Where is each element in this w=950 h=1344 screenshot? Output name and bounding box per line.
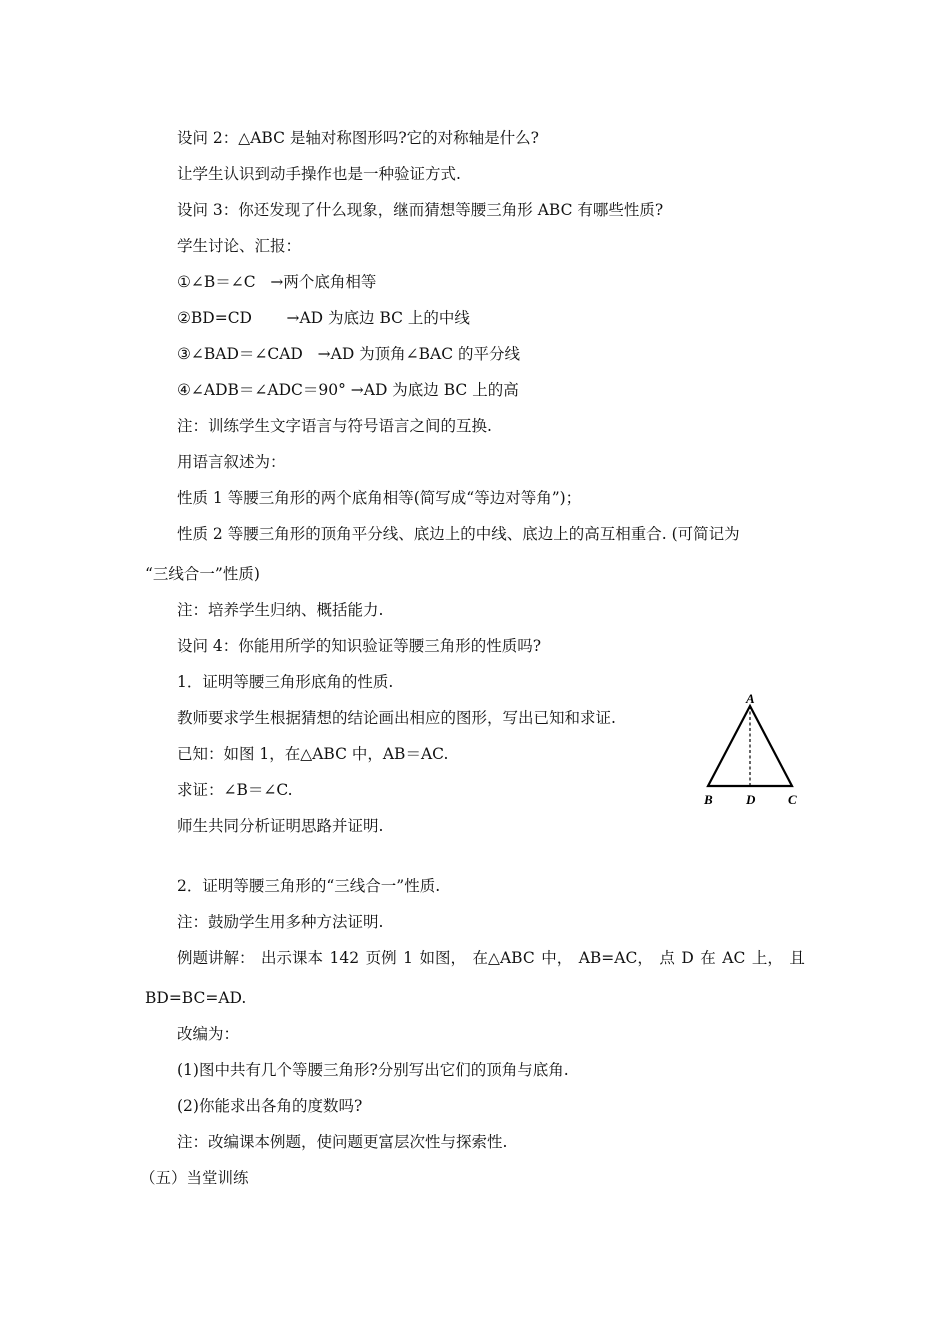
property-1: 性质 1 等腰三角形的两个底角相等(简写成“等边对等角”)；: [177, 489, 582, 507]
note-3: 注：鼓励学生用多种方法证明.: [177, 913, 384, 931]
verify-note: 让学生认识到动手操作也是一种验证方式.: [177, 165, 461, 183]
step-1: 1．证明等腰三角形底角的性质.: [177, 673, 394, 691]
discuss-line: 学生讨论、汇报：: [177, 237, 302, 255]
adapt-question-2: (2)你能求出各角的度数吗?: [177, 1097, 363, 1115]
example-word: 如图，: [419, 949, 467, 967]
label-b: B: [704, 792, 713, 807]
adapt-question-1: (1)图中共有几个等腰三角形?分别写出它们的顶角与底角.: [177, 1061, 569, 1079]
example-word: 中，: [541, 949, 573, 967]
analyze-line: 师生共同分析证明思路并证明.: [177, 817, 384, 835]
question-3: 设问 3：你还发现了什么现象，继而猜想等腰三角形 ABC 有哪些性质?: [177, 201, 664, 219]
example-word: AB=AC，: [578, 949, 653, 967]
example-word: 1: [403, 949, 414, 967]
example-word: 142: [329, 949, 360, 967]
note-1: 注：训练学生文字语言与符号语言之间的互换.: [177, 417, 492, 435]
example-line-1: [177, 948, 805, 968]
label-a: A: [746, 691, 755, 706]
question-2: 设问 2：△ABC 是轴对称图形吗?它的对称轴是什么?: [177, 129, 539, 147]
section-5-heading: （五）当堂训练: [140, 1169, 249, 1187]
note-4: 注：改编课本例题，使问题更富层次性与探索性.: [177, 1133, 508, 1151]
property-item-3: ③∠BAD＝∠CAD →AD 为顶角∠BAC 的平分线: [177, 345, 521, 363]
given-statement: 已知：如图 1，在△ABC 中，AB＝AC.: [177, 745, 449, 763]
express-line: 用语言叙述为：: [177, 453, 286, 471]
example-word: 页例: [365, 949, 397, 967]
property-item-4: ④∠ADB＝∠ADC＝90° →AD 为底边 BC 上的高: [177, 381, 519, 399]
property-2-line-1: 性质 2 等腰三角形的顶角平分线、底边上的中线、底边上的高互相重合. (可简记为: [177, 525, 740, 543]
note-2: 注：培养学生归纳、概括能力.: [177, 601, 384, 619]
example-word: D: [681, 949, 694, 967]
example-word: 在△ABC: [472, 949, 535, 967]
property-2-line-2: “三线合一”性质): [145, 565, 260, 583]
prove-statement: 求证：∠B＝∠C.: [177, 781, 293, 799]
example-word: 且: [789, 949, 805, 967]
example-line-2: BD=BC=AD.: [145, 989, 247, 1007]
label-c: C: [788, 792, 797, 807]
label-d: D: [746, 792, 756, 807]
step-2: 2．证明等腰三角形的“三线合一”性质.: [177, 877, 441, 895]
example-word: 上，: [751, 949, 783, 967]
question-4: 设问 4：你能用所学的知识验证等腰三角形的性质吗?: [177, 637, 542, 655]
example-word: 点: [659, 949, 675, 967]
example-word: 例题讲解：: [177, 949, 255, 967]
example-word: 出示课本: [261, 949, 324, 967]
isosceles-triangle-figure: [700, 690, 810, 810]
adapt-line: 改编为：: [177, 1025, 240, 1043]
teacher-instruction: 教师要求学生根据猜想的结论画出相应的图形，写出已知和求证.: [177, 709, 616, 727]
property-item-1: ①∠B＝∠C →两个底角相等: [177, 273, 377, 291]
property-item-2: ②BD=CD →AD 为底边 BC 上的中线: [177, 309, 470, 327]
example-word: 在: [700, 949, 716, 967]
example-word: AC: [722, 949, 746, 967]
